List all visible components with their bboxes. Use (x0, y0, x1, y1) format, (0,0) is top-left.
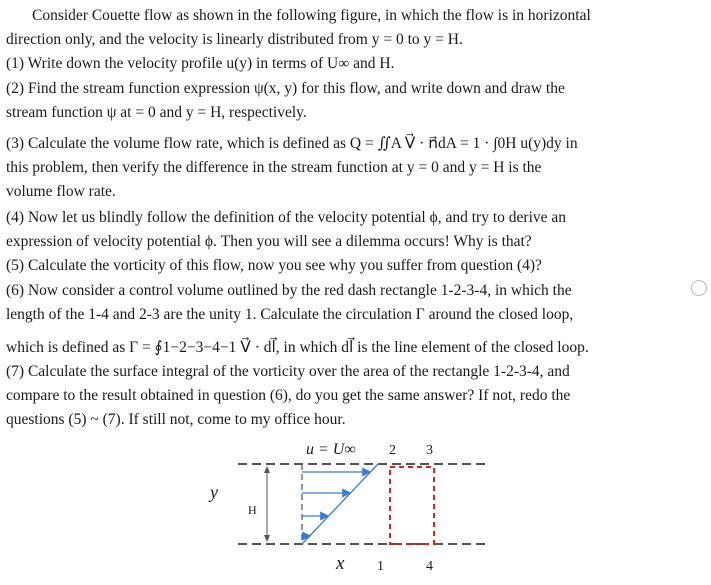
text-line: length of the 1-4 and 2-3 are the unity 1. Calculate the circulation Γ around the closed loop, (6, 306, 574, 323)
corner-label-2: 2 (389, 443, 396, 458)
y-axis-label: y (210, 482, 218, 502)
text-line: (1) Write down the velocity profile u(y) in terms of U∞ and H. (6, 55, 395, 72)
text-line: Consider Couette flow as shown in the following figure, in which the flow is in horizontal (32, 7, 591, 24)
control-volume-rect (390, 467, 434, 544)
question-5 (6, 254, 694, 278)
question-6 (6, 279, 694, 360)
question-4 (6, 206, 694, 254)
text-line: this problem, then verify the difference in the stream function at y = 0 and y = H is the (6, 159, 542, 176)
question-3 (6, 132, 694, 204)
text-line: (5) Calculate the vorticity of this flow, now you see why you suffer from question (4)? (6, 257, 542, 274)
scroll-edge-circle-icon (691, 280, 707, 296)
text-line: (4) Now let us blindly follow the definition of the velocity potential ϕ, and try to derive an (6, 209, 567, 226)
profile-slope-line (302, 464, 378, 544)
text-line: (2) Find the stream function expression ψ(x, y) for this flow, and write down and draw the (6, 80, 565, 97)
x-axis-label: x (336, 553, 345, 574)
text-line: (7) Calculate the surface integral of the vorticity over the area of the rectangle 1-2-3-4, and (6, 363, 570, 380)
intro-paragraph (6, 4, 694, 52)
corner-label-3: 3 (426, 443, 433, 458)
height-label: H (248, 503, 257, 517)
text-line: expression of velocity potential ϕ. Then you will see a dilemma occurs! Why is that? (6, 233, 532, 250)
corner-label-4: 4 (426, 559, 433, 574)
text-line: compare to the result obtained in question (6), do you get the same answer? If not, redo the (6, 387, 571, 404)
text-line: volume flow rate. (6, 183, 116, 200)
text-line: (3) Calculate the volume flow rate, which is defined as Q = ∬A V⃗ · n⃗dA = 1 · ∫0H u(y)dy in (6, 135, 578, 152)
text-line: which is defined as Γ = ∮1−2−3−4−1 V⃗ · dl⃗, in which dl⃗ is the line element of the closed loop. (6, 339, 589, 356)
corner-label-1: 1 (377, 559, 384, 574)
text-line: direction only, and the velocity is linearly distributed from y = 0 to y = H. (6, 31, 463, 48)
top-wall-velocity-label: u = U∞ (306, 441, 356, 458)
couette-flow-figure (190, 436, 490, 582)
text-line: stream function ψ at = 0 and y = H, respectively. (6, 104, 307, 121)
text-line: (6) Now consider a control volume outlined by the red dash rectangle 1-2-3-4, in which the (6, 282, 572, 299)
question-7 (6, 360, 694, 432)
text-line: questions (5) ~ (7). If still not, come to my office hour. (6, 411, 346, 428)
question-1 (6, 52, 694, 76)
height-arrow-bottom-icon (264, 535, 270, 542)
height-arrow-top-icon (264, 466, 270, 473)
question-2 (6, 77, 694, 125)
